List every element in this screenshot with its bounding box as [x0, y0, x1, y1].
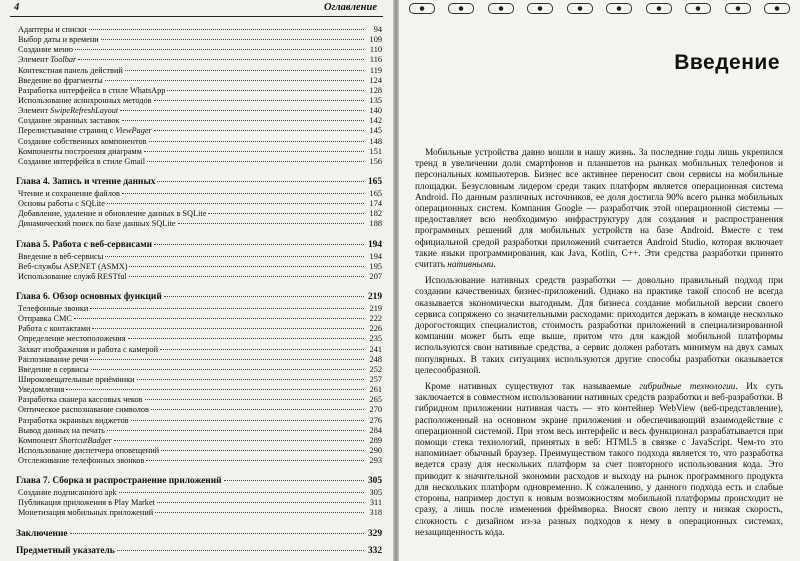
toc-page-number: 124: [369, 75, 382, 85]
toc-entry-title: Использование служб RESTful: [18, 271, 127, 281]
toc-entry-title: Контекстная панель действий: [18, 65, 123, 75]
toc-entry: [16, 488, 382, 498]
toc-entry-title: Использование диспетчера оповещений: [18, 445, 160, 455]
toc-entry: [16, 416, 382, 426]
toc-page-number: 165: [367, 176, 382, 187]
toc-leader-dots: [122, 193, 364, 194]
toc-entry: [16, 252, 382, 262]
toc-entry-title: Определение местоположения: [18, 334, 126, 344]
ornament-icon: [527, 3, 553, 14]
toc-entry-title: Создание меню: [18, 45, 73, 55]
toc-page-number: 188: [369, 219, 382, 229]
toc-page-number: 226: [369, 324, 382, 334]
toc-page-number: 276: [369, 415, 382, 425]
toc-entry-title: Введение во фрагменты: [18, 75, 103, 85]
toc-entry-title: Распознавание речи: [18, 354, 89, 364]
toc-page-number: 290: [369, 445, 382, 455]
toc-entry: [16, 314, 382, 324]
toc-page-number: 318: [369, 508, 382, 518]
toc-entry-title: Широковещательные приёмники: [18, 374, 135, 384]
toc-entry: [16, 456, 382, 466]
toc-entry: [16, 25, 382, 35]
toc-entry-title: Разработка сканера кассовых чеков: [18, 395, 143, 405]
toc-entry-title: Отслеживание телефонных звонков: [18, 456, 145, 466]
toc-entry: [16, 262, 382, 272]
toc-entry: [16, 334, 382, 344]
toc-entry-title: Элемент SwipeRefreshLayout: [18, 106, 119, 116]
toc-entry: [16, 86, 382, 96]
toc-entry-title: Компоненты построения диаграмм: [18, 146, 142, 156]
toc-entry: [16, 147, 382, 157]
toc-leader-dots: [155, 512, 364, 513]
toc-page-number: 110: [369, 45, 382, 55]
toc-entry-title: Создание собственных компонентов: [18, 136, 147, 146]
toc-entry-title: Монетизация мобильных приложений: [18, 508, 154, 518]
toc-leader-dots: [122, 120, 364, 121]
toc-entry: [16, 405, 382, 415]
ornament-icon: [409, 3, 435, 14]
toc-entry-title: Глава 5. Работа с веб-сервисами: [16, 239, 153, 250]
toc-page-number: 128: [369, 85, 382, 95]
toc-entry-title: Захват изображения и работа с камерой: [18, 344, 159, 354]
toc-entry-title: Отправка СМС: [18, 314, 72, 324]
toc-leader-dots: [105, 256, 364, 257]
toc-page-number: 261: [369, 385, 382, 395]
toc-leader-dots: [167, 90, 364, 91]
toc-chapter: [16, 545, 382, 558]
toc-spacer: [16, 230, 382, 239]
toc-leader-dots: [128, 338, 364, 339]
toc-page-number: 94: [373, 25, 382, 34]
toc-entry: [16, 45, 382, 55]
toc-page-number: 194: [369, 251, 382, 261]
toc-leader-dots: [147, 161, 364, 162]
toc-page-number: 219: [367, 291, 382, 302]
toc-chapter: [16, 176, 382, 189]
toc-page-number: 156: [369, 156, 382, 166]
toc-entry-title: Создание экранных заставок: [18, 116, 120, 126]
toc-entry: [16, 189, 382, 199]
toc-page-number: 329: [367, 528, 382, 539]
toc-entry: [16, 76, 382, 86]
toc-entry-title: Введение в сервисы: [18, 364, 89, 374]
toc-page-number: 257: [369, 374, 382, 384]
ornament-icon: [606, 3, 632, 14]
toc-spacer: [16, 466, 382, 475]
toc-leader-dots: [125, 70, 364, 71]
toc-entry: [16, 126, 382, 136]
toc-entry-title: Выбор даты и времени: [18, 35, 99, 45]
toc-page-number: 219: [369, 303, 382, 313]
toc-entry: [16, 498, 382, 508]
toc-leader-dots: [78, 59, 364, 60]
toc-leader-dots: [157, 502, 364, 503]
toc-entry: [16, 219, 382, 229]
toc-entry-title: Вывод данных на печать: [18, 425, 105, 435]
toc-chapter: [16, 239, 382, 252]
toc-page-number: 207: [369, 271, 382, 281]
toc-page-number: 270: [369, 405, 382, 415]
toc-leader-dots: [161, 450, 364, 451]
toc-page-number: 284: [369, 425, 382, 435]
body-paragraph: Кроме нативных существуют так называемые гибридные технологии. Их суть заключается в совместном использовании нативных средств разработки и веб-разработки. В гибридном приложении нативная часть — это контейнер WebView (веб-представление), расположенный на основном экране приложения и обеспечивающий взаимодействие с операционной системой. При этом весь интерфейс и весь функционал разрабатывается при помощи стека технологий, принятых в веб: HTML5 в связке с JavaScript. Чем-то это напоминает обычный браузер. Преимуществом такого подхода является то, что разработка ведется сразу для нескольких платформ за счет повторного использования кода. Это приводит к значительной экономии расходов и выходу на рынок программного продукта для нескольких платформ одновременно. К сожалению, у данного подхода есть и слабые стороны, например доступ к новым возможностям мобильной платформы происходит не сразу, а лишь после изменения фреймворка. Вносят свою лепту и низкая скорость, сложность с дизайном из-за разных подходов к нему в операционных системах, незащищенность кода.: [415, 382, 783, 538]
toc-entry-title: Элемент Toolbar: [18, 55, 77, 65]
toc-leader-dots: [92, 328, 364, 329]
running-header-title: Оглавление: [323, 2, 377, 13]
toc-leader-dots: [149, 141, 364, 142]
left-page-toc: [0, 0, 393, 561]
toc-entry: [16, 395, 382, 405]
toc-entry-title: Добавление, удаление и обновление данных в SQLite: [18, 209, 207, 219]
toc-entry: [16, 355, 382, 365]
toc-entry: [16, 436, 382, 446]
running-header: [10, 2, 383, 17]
toc-entry-title: Веб-службы ASP.NET (ASMX): [18, 261, 128, 271]
toc-entry: [16, 345, 382, 355]
toc-entry-title: Перелистывание страниц с ViewPager: [18, 126, 152, 136]
toc-page-number: 289: [369, 435, 382, 445]
toc-entry-title: Работа с контактами: [18, 324, 91, 334]
toc-leader-dots: [107, 203, 364, 204]
toc-page-number: 116: [369, 55, 382, 65]
right-page-introduction: [399, 0, 800, 561]
toc-leader-dots: [224, 480, 365, 481]
toc-entry: [16, 365, 382, 375]
body-paragraph: Мобильные устройства давно вошли в нашу жизнь. За последние годы лишь укрепился тренд в увеличении доли смартфонов и планшетов на рынках мобильных телефонов и персональных компьютеров. Бизнес все активнее переносит свои сервисы на мобильные площадки. Безусловным лидером среди таких платформ является операционная система Android. По данным различных источников, ее доля достигла 90% всего рынка мобильных операционных систем. Компания Google — разработчик этой операционной системы — предоставляет всю необходимую инфраструктуру для создания и распространения программных решений для мобильных устройств на базе Android. Вместе с тем официальной средой разработки приложений считается Android Studio, которая включает такие языки программирования, как Java, Kotlin, C++. Эти средства разработки принято считать нативными.: [415, 148, 783, 271]
toc-leader-dots: [154, 244, 364, 245]
toc-page-number: 305: [367, 476, 382, 487]
toc-entry-title: Глава 4. Запись и чтение данных: [16, 176, 156, 187]
toc-page-number: 293: [369, 456, 382, 466]
toc-page-number: 174: [369, 199, 382, 209]
toc-entry-title: Динамический поиск по базе данных SQLite: [18, 219, 176, 229]
toc-leader-dots: [178, 223, 364, 224]
toc-leader-dots: [160, 349, 364, 350]
toc-page-number: 148: [369, 136, 382, 146]
toc-entry-title: Оптическое распознавание символов: [18, 405, 149, 415]
toc-leader-dots: [137, 379, 364, 380]
toc-entry-title: Предметный указатель: [16, 545, 115, 556]
toc-entry: [16, 106, 382, 116]
toc-entry: [16, 426, 382, 436]
toc-leader-dots: [131, 420, 364, 421]
toc-entry-title: Создание интерфейса в стиле Gmail: [18, 156, 146, 166]
toc-entry-title: Публикация приложения в Play Market: [18, 498, 155, 508]
toc-leader-dots: [107, 430, 364, 431]
introduction-body: [415, 148, 783, 544]
toc-leader-dots: [145, 399, 364, 400]
toc-entry: [16, 55, 382, 65]
page-number: 4: [14, 2, 20, 13]
toc-entry-title: Создание подписанного apk: [18, 488, 117, 498]
toc-entry-title: Глава 6. Обзор основных функций: [16, 291, 162, 302]
toc-leader-dots: [117, 550, 364, 551]
toc-entry: [16, 209, 382, 219]
toc-leader-dots: [120, 110, 364, 111]
toc-entry-title: Разработка интерфейса в стиле WhatsApp: [18, 85, 166, 95]
toc-leader-dots: [66, 389, 364, 390]
toc-leader-dots: [70, 533, 364, 534]
toc-leader-dots: [75, 49, 364, 50]
toc-leader-dots: [74, 318, 364, 319]
toc-leader-dots: [90, 359, 364, 360]
toc-chapter: [16, 528, 382, 541]
toc-page-number: 165: [369, 188, 382, 198]
toc-page-number: 145: [369, 126, 382, 136]
decorative-ornament-border: [409, 3, 790, 15]
toc-page-number: 252: [369, 364, 382, 374]
toc-page-number: 142: [369, 116, 382, 126]
toc-leader-dots: [208, 213, 364, 214]
toc-leader-dots: [154, 130, 364, 131]
toc-leader-dots: [91, 369, 364, 370]
toc-entry: [16, 96, 382, 106]
toc-page-number: 305: [369, 488, 382, 498]
toc-leader-dots: [89, 29, 364, 30]
toc-entry-title: Основы работы с SQLite: [18, 199, 105, 209]
toc-entry-title: Заключение: [16, 528, 68, 539]
toc-spacer: [16, 167, 382, 176]
toc-entry-title: Телефонные звонки: [18, 303, 89, 313]
toc-leader-dots: [144, 151, 364, 152]
toc-page-number: 265: [369, 395, 382, 405]
ornament-icon: [764, 3, 790, 14]
toc-entry-title: Использование асинхронных методов: [18, 95, 152, 105]
toc-leader-dots: [154, 100, 364, 101]
toc-chapter: [16, 291, 382, 304]
table-of-contents: [16, 25, 382, 558]
toc-leader-dots: [129, 266, 364, 267]
toc-entry: [16, 199, 382, 209]
toc-page-number: 222: [369, 314, 382, 324]
toc-entry-title: Введение в веб-сервисы: [18, 251, 104, 261]
ornament-icon: [725, 3, 751, 14]
toc-entry: [16, 116, 382, 126]
toc-leader-dots: [101, 39, 364, 40]
ornament-icon: [488, 3, 514, 14]
toc-leader-dots: [90, 308, 364, 309]
ornament-icon: [567, 3, 593, 14]
toc-entry: [16, 375, 382, 385]
toc-page-number: 248: [369, 354, 382, 364]
toc-entry-title: Уведомления: [18, 385, 65, 395]
toc-chapter: [16, 475, 382, 488]
toc-spacer: [16, 519, 382, 528]
toc-page-number: 140: [369, 106, 382, 116]
toc-entry-title: Чтение и сохранение файлов: [18, 188, 120, 198]
toc-leader-dots: [164, 296, 364, 297]
toc-page-number: 182: [369, 209, 382, 219]
toc-entry: [16, 137, 382, 147]
toc-page-number: 109: [369, 35, 382, 45]
toc-entry: [16, 157, 382, 167]
toc-entry-title: Компонент ShortcutBadger: [18, 435, 112, 445]
toc-page-number: 135: [369, 95, 382, 105]
toc-entry-title: Разработка экранных виджетов: [18, 415, 129, 425]
toc-leader-dots: [105, 80, 364, 81]
toc-spacer: [16, 282, 382, 291]
toc-page-number: 311: [369, 498, 382, 508]
toc-entry: [16, 66, 382, 76]
toc-page-number: 194: [367, 239, 382, 250]
toc-leader-dots: [114, 440, 364, 441]
toc-page-number: 235: [369, 334, 382, 344]
toc-entry: [16, 304, 382, 314]
toc-entry: [16, 272, 382, 282]
toc-leader-dots: [146, 460, 364, 461]
toc-leader-dots: [129, 276, 364, 277]
toc-leader-dots: [151, 409, 364, 410]
toc-entry: [16, 35, 382, 45]
ornament-icon: [685, 3, 711, 14]
toc-page-number: 119: [369, 65, 382, 75]
toc-entry: [16, 508, 382, 518]
toc-entry-title: Адаптеры и списки: [18, 25, 87, 34]
toc-page-number: 332: [367, 545, 382, 556]
ornament-icon: [448, 3, 474, 14]
toc-page-number: 241: [369, 344, 382, 354]
ornament-icon: [646, 3, 672, 14]
chapter-title: Введение: [674, 51, 780, 74]
toc-leader-dots: [119, 492, 364, 493]
toc-leader-dots: [157, 181, 364, 182]
toc-entry: [16, 324, 382, 334]
toc-entry: [16, 446, 382, 456]
toc-entry-title: Глава 7. Сборка и распространение приложений: [16, 476, 222, 487]
toc-page-number: 195: [369, 261, 382, 271]
body-paragraph: Использование нативных средств разработки — довольно правильный подход при создании качественных бизнес-приложений. Однако на практике такой способ не всегда оказывается экономически выгодным. Для бизнеса создание мобильной версии своего сервиса сопряжено со значительными расходами: приходится держать в команде несколько дорогостоящих специалистов, стоимость разработки приложений в специализированной компании может быть еще выше, притом что для каждой мобильной платформы используются свои нативные средства, а сервис должен работать минимум на двух самых популярных. В таких ситуациях используются другие способы разработки оказывается целесообразной.: [415, 276, 783, 376]
toc-entry: [16, 385, 382, 395]
toc-page-number: 151: [369, 146, 382, 156]
